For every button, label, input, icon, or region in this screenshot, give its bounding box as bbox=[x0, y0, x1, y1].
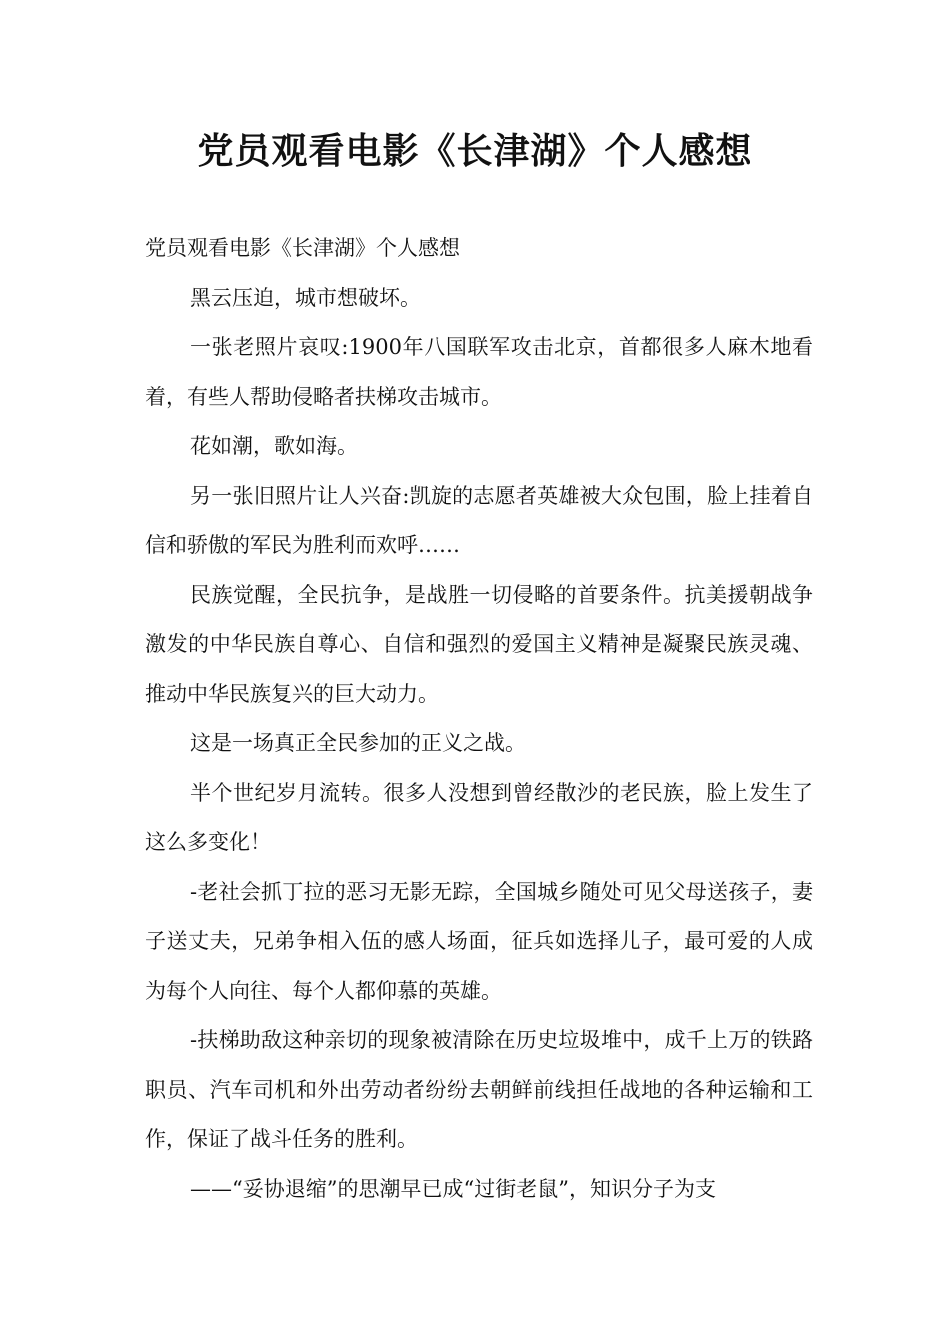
paragraph: 花如潮，歌如海。 bbox=[190, 434, 358, 458]
paragraph-subtitle: 党员观看电影《长津湖》个人感想 bbox=[145, 236, 460, 260]
paragraph: 一张老照片哀叹:1900年八国联军攻击北京，首都很多人麻木地看着，有些人帮助侵略者扶梯攻击城市。 bbox=[145, 335, 813, 409]
paragraph: 民族觉醒，全民抗争，是战胜一切侵略的首要条件。抗美援朝战争激发的中华民族自尊心、自信和强烈的爱国主义精神是凝聚民族灵魂、推动中华民族复兴的巨大动力。 bbox=[145, 582, 813, 706]
paragraph: 黑云压迫，城市想破坏。 bbox=[190, 285, 421, 310]
paragraph: 这是一场真正全民参加的正义之战。 bbox=[190, 731, 526, 755]
paragraph: -扶梯助敌这种亲切的现象被清除在历史垃圾堆中，成千上万的铁路职员、汽车司机和外出劳动者纷纷去朝鲜前线担任战地的各种运输和工作，保证了战斗任务的胜利。 bbox=[145, 1028, 813, 1151]
document-title: 党员观看电影《长津湖》个人感想 bbox=[197, 131, 753, 172]
document-body bbox=[145, 224, 813, 1214]
paragraph: 另一张旧照片让人兴奋:凯旋的志愿者英雄被大众包围，脸上挂着自信和骄傲的军民为胜利而欢呼…… bbox=[145, 483, 813, 557]
paragraph: ——“妥协退缩”的思潮早已成“过街老鼠”，知识分子为支 bbox=[190, 1176, 716, 1201]
paragraph: 半个世纪岁月流转。很多人没想到曾经散沙的老民族，脸上发生了这么多变化！ bbox=[145, 780, 813, 854]
paragraph: -老社会抓丁拉的恶习无影无踪，全国城乡随处可见父母送孩子，妻子送丈夫，兄弟争相入伍的感人场面，征兵如选择儿子，最可爱的人成为每个人向往、每个人都仰慕的英雄。 bbox=[145, 879, 813, 1003]
